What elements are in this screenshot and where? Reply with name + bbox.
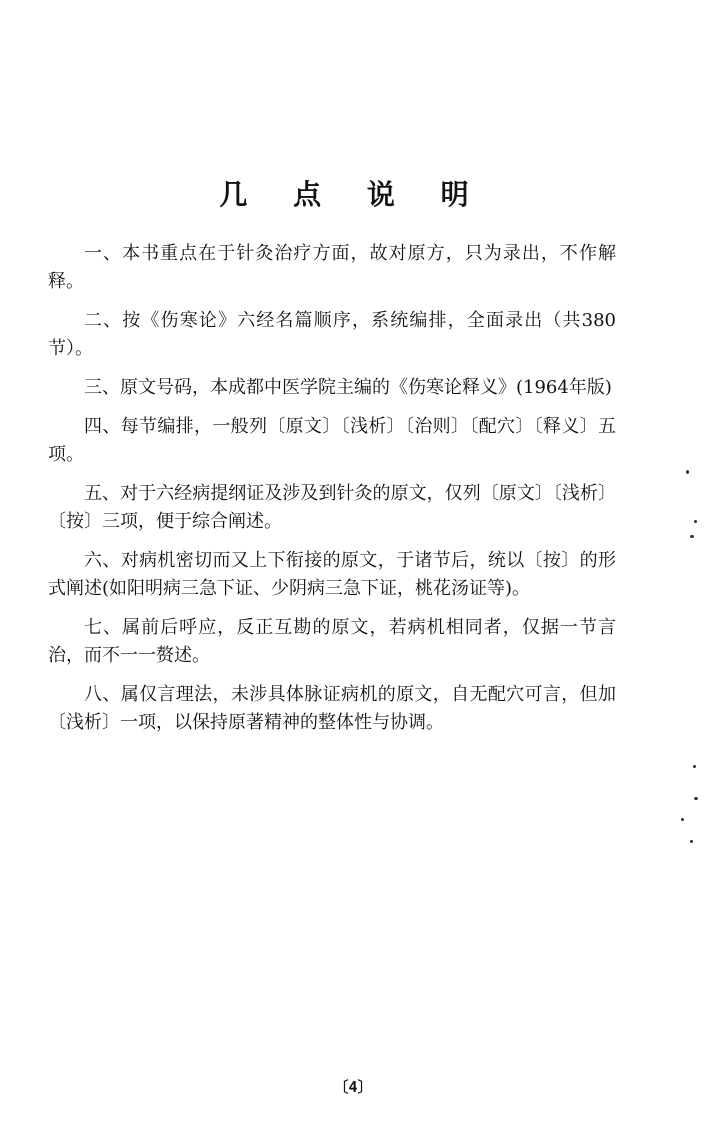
scan-speck xyxy=(690,535,694,538)
paragraph-6: 六、对病机密切而又上下衔接的原文，于诸节后，统以〔按〕的形式阐述(如阳明病三急下证、少阴病三急下证，桃花汤证等)。 xyxy=(48,550,616,599)
paragraph-1: 一、本书重点在于针灸治疗方面，故对原方，只为录出，不作解释。 xyxy=(48,243,616,292)
paragraph-2: 二、按《伤寒论》六经名篇顺序，系统编排，全面录出（共380节）。 xyxy=(48,310,616,359)
scan-speck xyxy=(694,520,697,523)
scan-speck xyxy=(693,765,696,768)
paragraph-5: 五、对于六经病提纲证及涉及到针灸的原文，仅列〔原文〕〔浅析〕〔按〕三项，便于综合阐述。 xyxy=(48,483,616,532)
page-title: 几 点 说 明 xyxy=(219,178,487,211)
document-body xyxy=(48,240,616,748)
scan-speck xyxy=(694,797,698,800)
paragraph-8: 八、属仅言理法，未涉具体脉证病机的原文，自无配穴可言，但加〔浅析〕一项，以保持原著精神的整体性与协调。 xyxy=(48,684,616,733)
page-number: 〔4〕 xyxy=(333,1078,373,1096)
scan-speck xyxy=(686,470,689,474)
paragraph-3: 三、原文号码，本成都中医学院主编的《伤寒论释义》(1964年版) xyxy=(84,377,612,398)
scan-speck xyxy=(690,840,693,843)
paragraph-4: 四、每节编排，一般列〔原文〕〔浅析〕〔治则〕〔配穴〕〔释义〕五项。 xyxy=(48,416,616,465)
paragraph-7: 七、属前后呼应，反正互勘的原文，若病机相同者，仅据一节言治，而不一一赘述。 xyxy=(48,617,616,666)
scan-speck xyxy=(681,818,684,821)
